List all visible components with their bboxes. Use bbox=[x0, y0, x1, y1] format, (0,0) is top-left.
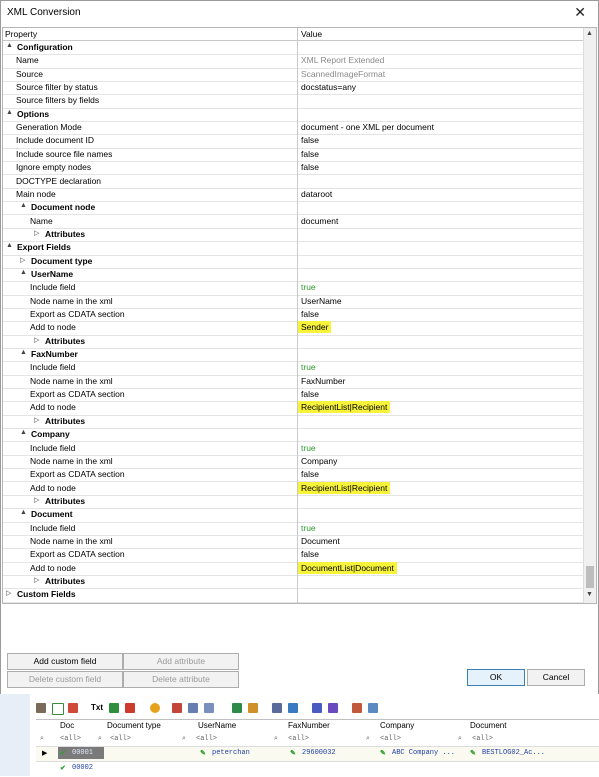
category-row[interactable] bbox=[3, 41, 583, 55]
property-value[interactable]: false bbox=[301, 148, 319, 159]
highlighted-value: RecipientList|Recipient bbox=[298, 482, 390, 494]
vertical-scrollbar[interactable] bbox=[583, 28, 596, 603]
property-row[interactable] bbox=[3, 134, 583, 148]
expand-icon[interactable]: ▷ bbox=[34, 336, 40, 344]
property-name: Include document ID bbox=[16, 135, 94, 146]
filter-icon[interactable]: ⌕ bbox=[274, 735, 278, 743]
category-row[interactable] bbox=[3, 588, 583, 602]
filter-icon[interactable]: ⌕ bbox=[40, 735, 44, 743]
col-document[interactable]: Document bbox=[470, 721, 507, 730]
property-name: Attributes bbox=[45, 576, 86, 586]
property-name: Name bbox=[30, 215, 53, 226]
scroll-down-icon[interactable]: ▼ bbox=[586, 591, 593, 598]
property-row[interactable] bbox=[3, 321, 583, 335]
property-value[interactable]: document - one XML per document bbox=[301, 122, 434, 133]
add-custom-field-button[interactable]: Add custom field bbox=[7, 653, 123, 670]
left-panel bbox=[0, 694, 30, 776]
property-name: Company bbox=[31, 429, 70, 440]
refresh-icon[interactable] bbox=[248, 703, 258, 713]
filter-faxnumber[interactable]: <all> bbox=[288, 735, 310, 743]
property-name: Include field bbox=[30, 442, 76, 453]
property-value[interactable]: true bbox=[301, 522, 316, 533]
col-company[interactable]: Company bbox=[380, 721, 415, 730]
property-row[interactable] bbox=[3, 535, 583, 549]
property-name: Include field bbox=[30, 522, 76, 533]
cancel-button[interactable]: Cancel bbox=[527, 669, 585, 686]
image-icon[interactable] bbox=[232, 703, 242, 713]
filter-document-type[interactable]: <all> bbox=[110, 735, 132, 743]
property-row[interactable] bbox=[3, 375, 583, 389]
property-value[interactable]: XML Report Extended bbox=[301, 55, 385, 66]
property-name: Add to node bbox=[30, 482, 76, 493]
property-row[interactable] bbox=[3, 361, 583, 375]
filter-icon[interactable]: ⌕ bbox=[458, 735, 462, 743]
edit-pen-icon: ✎ bbox=[200, 750, 206, 758]
collapse-icon[interactable]: ▲ bbox=[20, 202, 27, 210]
property-name: Attributes bbox=[45, 495, 86, 506]
property-name: Document node bbox=[31, 202, 96, 213]
status-check-icon: ✔ bbox=[60, 765, 66, 773]
collapse-icon[interactable]: ▲ bbox=[20, 429, 27, 437]
dialog-title: XML Conversion bbox=[7, 7, 81, 18]
property-name: Node name in the xml bbox=[30, 375, 113, 386]
document-cell[interactable]: BESTLOG02_Ac... bbox=[482, 749, 546, 757]
add-attribute-button[interactable]: Add attribute bbox=[123, 653, 239, 670]
col-faxnumber[interactable]: FaxNumber bbox=[288, 721, 330, 730]
property-name: Document type bbox=[31, 255, 93, 266]
property-value[interactable]: Company bbox=[301, 455, 338, 466]
property-row[interactable] bbox=[3, 401, 583, 415]
property-row[interactable] bbox=[3, 388, 583, 402]
grid-icon[interactable] bbox=[368, 703, 378, 713]
delete-custom-field-button[interactable]: Delete custom field bbox=[7, 671, 123, 688]
collapse-icon[interactable]: ▲ bbox=[6, 108, 13, 116]
status-check-icon: ✔ bbox=[60, 750, 66, 758]
title-bar bbox=[1, 1, 598, 25]
property-name: Attributes bbox=[45, 335, 86, 346]
property-name: Export as CDATA section bbox=[30, 549, 125, 560]
property-value[interactable]: Document bbox=[301, 535, 340, 546]
property-row[interactable] bbox=[3, 442, 583, 456]
filter-doc[interactable]: <all> bbox=[60, 735, 82, 743]
settings-icon[interactable] bbox=[352, 703, 362, 713]
property-name: Export as CDATA section bbox=[30, 309, 125, 319]
col-doc[interactable]: Doc bbox=[60, 721, 75, 730]
highlighted-value: Sender bbox=[298, 321, 331, 333]
property-value[interactable] bbox=[301, 322, 331, 332]
property-value[interactable]: FaxNumber bbox=[301, 375, 346, 386]
collapse-icon[interactable]: ▲ bbox=[20, 349, 27, 357]
property-name: Source filter by status bbox=[16, 82, 98, 93]
acrobat-icon[interactable] bbox=[125, 703, 135, 713]
property-row[interactable] bbox=[3, 215, 583, 229]
expand-icon[interactable]: ▷ bbox=[6, 590, 12, 598]
expand-icon[interactable]: ▷ bbox=[34, 577, 40, 584]
property-name: Export as CDATA section bbox=[30, 389, 125, 400]
report-icon[interactable] bbox=[172, 703, 182, 713]
filter-username[interactable]: <all> bbox=[196, 735, 218, 743]
grid-header bbox=[3, 28, 583, 41]
document-icon[interactable] bbox=[204, 703, 214, 713]
property-name: Source filters by fields bbox=[16, 95, 100, 106]
category-row[interactable] bbox=[3, 508, 583, 522]
filter-document[interactable]: <all> bbox=[472, 735, 494, 743]
property-value[interactable]: document bbox=[301, 215, 339, 226]
import-icon[interactable] bbox=[288, 703, 298, 713]
filter-icon[interactable]: ⌕ bbox=[98, 735, 102, 743]
property-value[interactable]: ScannedImageFormat bbox=[301, 68, 386, 79]
property-value[interactable]: dataroot bbox=[301, 188, 333, 199]
property-name: Ignore empty nodes bbox=[16, 162, 92, 173]
expand-icon[interactable]: ▷ bbox=[34, 496, 40, 504]
property-value[interactable]: false bbox=[301, 469, 319, 480]
property-row[interactable] bbox=[3, 54, 583, 68]
category-row[interactable] bbox=[3, 108, 583, 122]
property-name: Include field bbox=[30, 362, 76, 373]
property-row[interactable] bbox=[3, 188, 583, 202]
property-value[interactable]: false bbox=[301, 135, 319, 146]
filter-icon[interactable]: ⌕ bbox=[182, 735, 186, 743]
property-name: Name bbox=[16, 55, 39, 66]
edit-pen-icon: ✎ bbox=[470, 750, 476, 758]
property-name: Custom Fields bbox=[17, 589, 76, 600]
property-row[interactable] bbox=[3, 161, 583, 175]
property-row[interactable] bbox=[3, 562, 583, 576]
table-row[interactable] bbox=[36, 761, 599, 776]
property-name: Attributes bbox=[45, 415, 86, 426]
property-value[interactable]: false bbox=[301, 549, 319, 560]
coin-icon[interactable] bbox=[150, 703, 160, 713]
edit-icon[interactable] bbox=[36, 703, 46, 713]
list-icon[interactable] bbox=[188, 703, 198, 713]
property-row[interactable] bbox=[3, 175, 583, 189]
category-row[interactable] bbox=[3, 255, 583, 269]
property-row[interactable] bbox=[3, 548, 583, 562]
property-value[interactable] bbox=[301, 483, 390, 493]
property-row[interactable] bbox=[3, 522, 583, 536]
property-row[interactable] bbox=[3, 281, 583, 295]
property-name: Export as CDATA section bbox=[30, 469, 125, 480]
property-name: Add to node bbox=[30, 402, 76, 413]
checkbox-icon[interactable] bbox=[52, 703, 64, 715]
property-value[interactable]: true bbox=[301, 282, 316, 293]
filter-icon[interactable]: ⌕ bbox=[366, 735, 370, 743]
category-row[interactable] bbox=[3, 228, 583, 242]
property-name: Document bbox=[31, 509, 73, 520]
category-row[interactable] bbox=[3, 241, 583, 255]
property-value[interactable]: true bbox=[301, 442, 316, 453]
property-name: FaxNumber bbox=[31, 349, 78, 360]
property-grid bbox=[2, 27, 597, 604]
property-row[interactable] bbox=[3, 468, 583, 482]
category-row[interactable] bbox=[3, 268, 583, 282]
property-name: Node name in the xml bbox=[30, 535, 113, 546]
property-name: Add to node bbox=[30, 322, 76, 333]
property-column-header: Property bbox=[5, 29, 38, 39]
ok-button[interactable]: OK bbox=[467, 669, 525, 686]
edit-pen-icon: ✎ bbox=[290, 750, 296, 758]
txt-icon[interactable]: Txt bbox=[91, 703, 103, 712]
property-value[interactable]: docstatus=any bbox=[301, 82, 357, 93]
style-icon[interactable] bbox=[312, 703, 322, 713]
property-name: Add to node bbox=[30, 562, 76, 573]
property-name: DOCTYPE declaration bbox=[16, 175, 102, 186]
property-name: Configuration bbox=[17, 42, 73, 52]
property-name: UserName bbox=[31, 268, 74, 279]
expand-icon[interactable]: ▷ bbox=[34, 416, 40, 424]
doc-id[interactable]: 00001 bbox=[72, 749, 94, 757]
category-row[interactable] bbox=[3, 201, 583, 215]
expand-icon[interactable]: ▷ bbox=[20, 256, 26, 264]
collapse-icon[interactable]: ▲ bbox=[6, 242, 13, 250]
company-cell[interactable]: ABC Company ... bbox=[392, 749, 456, 757]
col-username[interactable]: UserName bbox=[198, 721, 237, 730]
property-row[interactable] bbox=[3, 482, 583, 496]
property-row[interactable] bbox=[3, 68, 583, 82]
highlighted-value: DocumentList|Document bbox=[298, 562, 397, 574]
property-row[interactable] bbox=[3, 121, 583, 135]
category-row[interactable] bbox=[3, 415, 583, 429]
property-row[interactable] bbox=[3, 295, 583, 309]
delete-attribute-button[interactable]: Delete attribute bbox=[123, 671, 239, 688]
highlighted-value: RecipientList|Recipient bbox=[298, 401, 390, 413]
property-name: Include field bbox=[30, 282, 76, 293]
property-name: Node name in the xml bbox=[30, 455, 113, 466]
value-column-header: Value bbox=[301, 29, 323, 39]
property-value[interactable]: false bbox=[301, 162, 319, 173]
property-row[interactable] bbox=[3, 148, 583, 162]
property-value[interactable]: false bbox=[301, 389, 319, 400]
category-row[interactable] bbox=[3, 335, 583, 349]
pdf-icon[interactable] bbox=[68, 703, 78, 713]
close-icon[interactable]: ✕ bbox=[574, 4, 586, 20]
property-row[interactable] bbox=[3, 455, 583, 469]
scroll-thumb[interactable] bbox=[586, 566, 594, 588]
collapse-icon[interactable]: ▲ bbox=[20, 509, 27, 517]
property-row[interactable] bbox=[3, 308, 583, 322]
excel-icon[interactable] bbox=[109, 703, 119, 713]
scroll-up-icon[interactable]: ▲ bbox=[586, 30, 593, 37]
property-value[interactable]: false bbox=[301, 309, 319, 319]
collapse-icon[interactable]: ▲ bbox=[20, 268, 27, 276]
category-row[interactable] bbox=[3, 348, 583, 362]
collapse-icon[interactable]: ▲ bbox=[6, 42, 13, 49]
property-name: Attributes bbox=[45, 228, 86, 239]
style-alt-icon[interactable] bbox=[328, 703, 338, 713]
property-name: Export Fields bbox=[17, 242, 71, 253]
edit-pen-icon: ✎ bbox=[380, 750, 386, 758]
current-row-icon: ▶ bbox=[42, 750, 48, 757]
column-divider[interactable] bbox=[297, 28, 298, 603]
property-name: Generation Mode bbox=[16, 122, 82, 133]
property-name: Node name in the xml bbox=[30, 295, 113, 306]
property-value[interactable] bbox=[301, 563, 397, 573]
category-row[interactable] bbox=[3, 495, 583, 509]
col-document-type[interactable]: Document type bbox=[107, 721, 161, 730]
property-value[interactable]: UserName bbox=[301, 295, 342, 306]
expand-icon[interactable]: ▷ bbox=[34, 229, 40, 237]
property-row[interactable] bbox=[3, 94, 583, 108]
property-value[interactable]: true bbox=[301, 362, 316, 373]
faxnumber-cell[interactable]: 29600032 bbox=[302, 749, 336, 757]
property-name: Source bbox=[16, 68, 43, 79]
property-row[interactable] bbox=[3, 81, 583, 95]
font-icon[interactable] bbox=[272, 703, 282, 713]
property-name: Main node bbox=[16, 188, 56, 199]
filter-company[interactable]: <all> bbox=[380, 735, 402, 743]
username-cell[interactable]: peterchan bbox=[212, 749, 250, 757]
property-name: Options bbox=[17, 108, 50, 119]
property-name: Include source file names bbox=[16, 148, 113, 159]
doc-id[interactable]: 00002 bbox=[72, 764, 94, 772]
property-value[interactable] bbox=[301, 402, 390, 412]
category-row[interactable] bbox=[3, 575, 583, 589]
category-row[interactable] bbox=[3, 428, 583, 442]
